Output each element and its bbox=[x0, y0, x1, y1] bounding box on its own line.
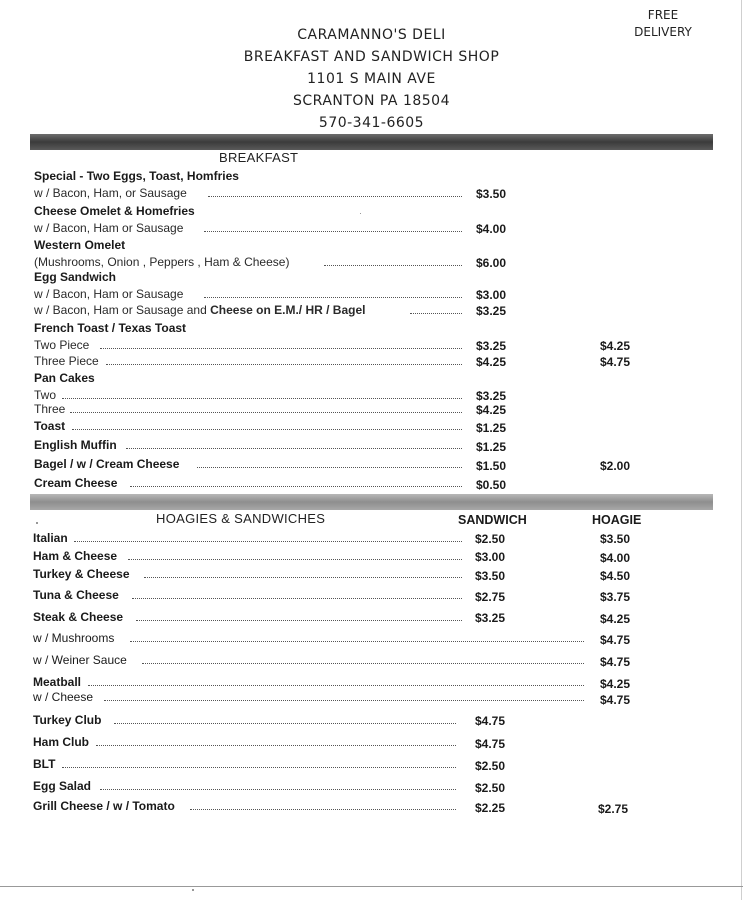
dot-leader bbox=[144, 567, 462, 578]
hoagie-price: $4.00 bbox=[600, 551, 631, 565]
sandwich-price: $4.75 bbox=[475, 737, 506, 751]
free-delivery-line2: DELIVERY bbox=[634, 25, 692, 39]
menu-item-price: $3.50 bbox=[476, 187, 507, 201]
dot-leader bbox=[104, 690, 584, 701]
menu-item-label: w / Mushrooms bbox=[33, 631, 115, 645]
dot-leader bbox=[130, 631, 584, 642]
dot-leader bbox=[197, 457, 462, 468]
dot-leader bbox=[100, 338, 462, 349]
hoagie-price: $4.50 bbox=[600, 569, 631, 583]
hoagie-price: $4.75 bbox=[600, 655, 631, 669]
shop-subtitle: BREAKFAST AND SANDWICH SHOP bbox=[243, 49, 500, 65]
dot-leader bbox=[74, 531, 462, 542]
menu-item-label: Ham Club bbox=[33, 735, 90, 749]
menu-item-price: $1.50 bbox=[476, 459, 507, 473]
menu-item-heading: Egg Sandwich bbox=[34, 270, 117, 284]
page-edge-line bbox=[741, 0, 742, 900]
sandwich-price: $3.00 bbox=[475, 550, 506, 564]
dot-leader bbox=[62, 388, 462, 399]
sandwich-price: $2.25 bbox=[475, 801, 506, 815]
menu-item-price: $6.00 bbox=[476, 256, 507, 270]
hoagie-price: $4.25 bbox=[600, 612, 631, 626]
dot-leader bbox=[130, 476, 462, 487]
menu-item-label bbox=[34, 303, 365, 317]
menu-item-label: w / Weiner Sauce bbox=[33, 653, 127, 667]
menu-item-heading: Western Omelet bbox=[34, 238, 126, 252]
menu-item-label: Three bbox=[34, 402, 66, 416]
menu-item-heading: Pan Cakes bbox=[34, 371, 95, 385]
menu-item-label: w / Bacon, Ham or Sausage bbox=[34, 221, 184, 235]
shop-address: 1101 S MAIN AVE bbox=[307, 71, 436, 87]
menu-item-heading: Cream Cheese bbox=[34, 476, 118, 490]
dot-leader bbox=[136, 610, 462, 621]
page-bottom-line bbox=[0, 886, 743, 887]
menu-item-price: $3.25 bbox=[476, 389, 507, 403]
menu-item-price: $4.00 bbox=[476, 222, 507, 236]
dot-leader bbox=[208, 186, 462, 197]
menu-item-label: Two bbox=[34, 388, 57, 402]
dot-leader bbox=[410, 303, 462, 314]
dot-leader bbox=[128, 549, 462, 560]
menu-item-label: Steak & Cheese bbox=[33, 610, 124, 624]
sandwich-price: $2.50 bbox=[475, 759, 506, 773]
shop-phone: 570-341-6605 bbox=[318, 115, 425, 131]
sandwich-price: $2.50 bbox=[475, 532, 506, 546]
menu-item-heading: English Muffin bbox=[34, 438, 117, 452]
menu-item-price: $3.00 bbox=[476, 288, 507, 302]
breakfast-divider-bar bbox=[30, 134, 713, 150]
hoagie-price: $3.75 bbox=[600, 590, 631, 604]
dot-leader bbox=[106, 354, 462, 365]
dot-leader bbox=[114, 713, 456, 724]
menu-item-heading: Bagel / w / Cream Cheese bbox=[34, 457, 180, 471]
scan-speck bbox=[36, 522, 38, 524]
menu-item-label: w / Bacon, Ham, or Sausage bbox=[34, 186, 187, 200]
menu-item-label: Turkey Club bbox=[33, 713, 102, 727]
menu-item-heading: Toast bbox=[34, 419, 66, 433]
shop-name: CARAMANNO'S DELI bbox=[297, 27, 446, 43]
column-header-hoagie: HOAGIE bbox=[592, 513, 642, 527]
hoagies-divider-bar bbox=[30, 494, 713, 510]
menu-item-label: Turkey & Cheese bbox=[33, 567, 130, 581]
menu-item-label-bold: Cheese on E.M./ HR / Bagel bbox=[210, 303, 366, 317]
hoagie-price: $2.75 bbox=[598, 802, 629, 816]
dot-leader bbox=[324, 255, 462, 266]
shop-city: SCRANTON PA 18504 bbox=[293, 93, 450, 109]
menu-item-price-secondary: $2.00 bbox=[600, 459, 631, 473]
dot-leader bbox=[142, 653, 584, 664]
free-delivery-line1: FREE bbox=[647, 8, 679, 22]
menu-item-label: Three Piece bbox=[34, 354, 99, 368]
sandwich-price: $2.75 bbox=[475, 590, 506, 604]
hoagies-heading: HOAGIES & SANDWICHES bbox=[156, 511, 326, 526]
menu-item-price: $3.25 bbox=[476, 339, 507, 353]
menu-item-label-text: w / Bacon, Ham or Sausage and bbox=[34, 303, 211, 317]
menu-item-label: BLT bbox=[33, 757, 56, 771]
dot-leader bbox=[88, 675, 584, 686]
menu-item-label: Grill Cheese / w / Tomato bbox=[33, 799, 175, 813]
menu-item-label: Ham & Cheese bbox=[33, 549, 118, 563]
menu-item-heading: French Toast / Texas Toast bbox=[34, 321, 187, 335]
scan-speck bbox=[360, 213, 361, 214]
menu-item-label: Egg Salad bbox=[33, 779, 92, 793]
dot-leader bbox=[190, 799, 456, 810]
menu-item-label: Meatball bbox=[33, 675, 82, 689]
sandwich-price: $3.25 bbox=[475, 611, 506, 625]
menu-item-heading: Cheese Omelet & Homefries bbox=[34, 204, 195, 218]
menu-item-heading: Special - Two Eggs, Toast, Homfries bbox=[34, 169, 239, 183]
hoagie-price: $3.50 bbox=[600, 532, 631, 546]
menu-item-label: (Mushrooms, Onion , Peppers , Ham & Cheese) bbox=[34, 255, 290, 269]
sandwich-price: $2.50 bbox=[475, 781, 506, 795]
dot-leader bbox=[100, 779, 456, 790]
dot-leader bbox=[96, 735, 456, 746]
dot-leader bbox=[62, 757, 456, 768]
sandwich-price: $3.50 bbox=[475, 569, 506, 583]
menu-item-price: $1.25 bbox=[476, 440, 507, 454]
dot-leader bbox=[70, 402, 462, 413]
menu-item-price: $3.25 bbox=[476, 304, 507, 318]
column-header-sandwich: SANDWICH bbox=[458, 513, 527, 527]
hoagie-price: $4.75 bbox=[600, 633, 631, 647]
dot-leader bbox=[126, 438, 462, 449]
dot-leader bbox=[72, 419, 462, 430]
menu-item-price: $4.25 bbox=[476, 355, 507, 369]
menu-item-label: Tuna & Cheese bbox=[33, 588, 119, 602]
sandwich-price: $4.75 bbox=[475, 714, 506, 728]
menu-item-price: $0.50 bbox=[476, 478, 507, 492]
dot-leader bbox=[204, 221, 462, 232]
menu-item-label: w / Cheese bbox=[33, 690, 94, 704]
menu-item-label: Two Piece bbox=[34, 338, 90, 352]
menu-item-price: $4.25 bbox=[476, 403, 507, 417]
scan-speck bbox=[192, 889, 194, 891]
breakfast-heading: BREAKFAST bbox=[219, 150, 299, 165]
menu-item-price: $1.25 bbox=[476, 421, 507, 435]
menu-item-label: Italian bbox=[33, 531, 68, 545]
menu-item-price-secondary: $4.75 bbox=[600, 355, 631, 369]
hoagie-price: $4.25 bbox=[600, 677, 631, 691]
dot-leader bbox=[132, 588, 462, 599]
menu-item-price-secondary: $4.25 bbox=[600, 339, 631, 353]
hoagie-price: $4.75 bbox=[600, 693, 631, 707]
dot-leader bbox=[204, 287, 462, 298]
menu-item-label: w / Bacon, Ham or Sausage bbox=[34, 287, 184, 301]
